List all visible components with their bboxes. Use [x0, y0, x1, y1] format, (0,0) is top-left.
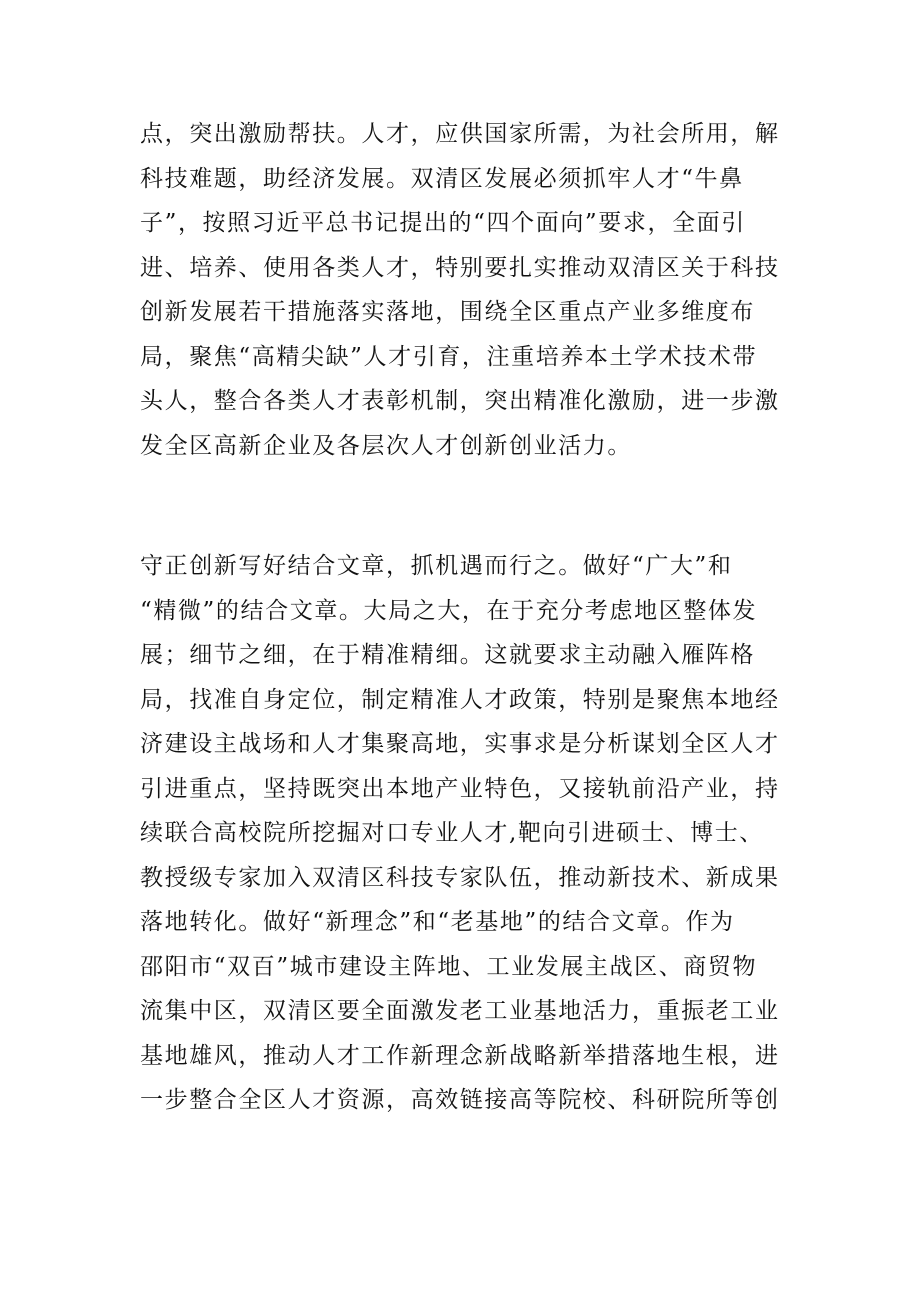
- text-line: 续联合高校院所挖掘对口专业人才,靶向引进硕士、博士、: [140, 820, 764, 846]
- text-line: 基地雄风，推动人才工作新理念新战略新举措落地生根，进: [140, 1042, 780, 1069]
- text-line: 头人，整合各类人才表彰机制，突出精准化激励，进一步激: [140, 388, 780, 414]
- text-line: 济建设主战场和人才集聚高地，实事求是分析谋划全区人才: [140, 731, 780, 757]
- text-line: 落地转化。做好“新理念”和“老基地”的结合文章。作为: [140, 909, 735, 935]
- text-line: 引进重点，坚持既突出本地产业特色，又接轨前沿产业，持: [140, 775, 780, 802]
- text-line: 展；细节之细，在于精准精细。这就要求主动融入雁阵格: [140, 642, 755, 668]
- text-line: 发全区高新企业及各层次人才创新创业活力。: [140, 432, 632, 459]
- paragraph-innovation-integration: [140, 544, 790, 1123]
- text-line: 守正创新写好结合文章，抓机遇而行之。做好“广大”和: [140, 553, 733, 579]
- text-line: 点，突出激励帮扶。人才，应供国家所需，为社会所用，解: [140, 121, 780, 147]
- text-line: 局，找准自身定位，制定精准人才政策，特别是聚焦本地经: [140, 686, 780, 713]
- text-line: “精微”的结合文章。大局之大，在于充分考虑地区整体发: [140, 597, 758, 624]
- text-line: 邵阳市“双百”城市建设主阵地、工业发展主战区、商贸物: [140, 953, 758, 980]
- text-line: 一步整合全区人才资源，高效链接高等院校、科研院所等创: [140, 1087, 780, 1113]
- text-line: 进、培养、使用各类人才，特别要扎实推动双清区关于科技: [140, 254, 780, 281]
- paragraph-talent-incentives: [140, 112, 790, 468]
- text-line: 局，聚焦“高精尖缺”人才引育，注重培养本土学术技术带: [140, 343, 758, 370]
- text-line: 创新发展若干措施落实落地，围绕全区重点产业多维度布: [140, 299, 755, 325]
- text-line: 科技难题，助经济发展。双清区发展必须抓牢人才“牛鼻: [140, 165, 744, 192]
- text-line: 子”，按照习近平总书记提出的“四个面向”要求，全面引: [140, 210, 746, 236]
- text-line: 流集中区，双清区要全面激发老工业基地活力，重振老工业: [140, 998, 780, 1024]
- text-line: 教授级专家加入双清区科技专家队伍，推动新技术、新成果: [140, 864, 780, 891]
